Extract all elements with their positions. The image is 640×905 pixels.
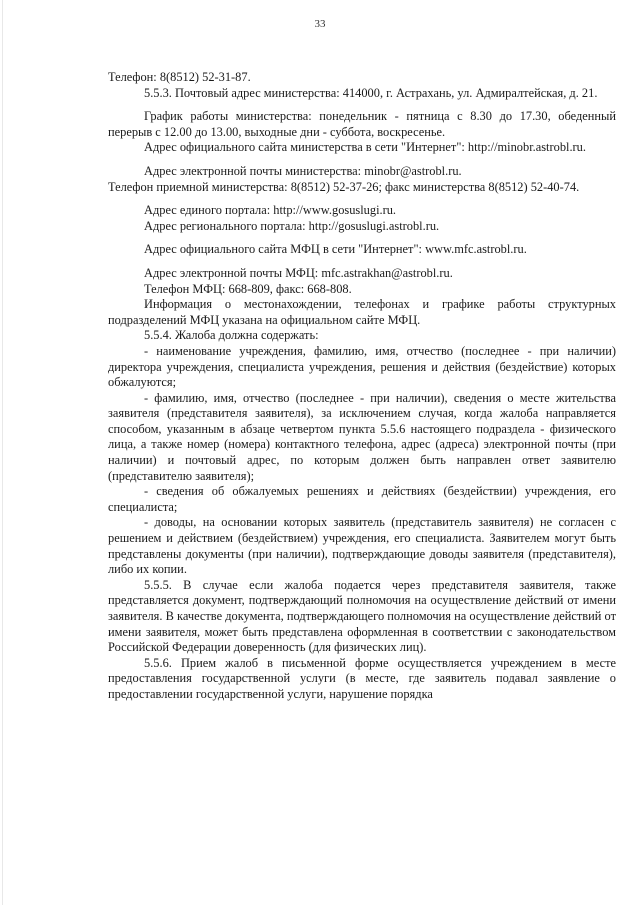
paragraph: Телефон МФЦ: 668-809, факс: 668-808.	[144, 281, 352, 296]
paragraph: Информация о местонахождении, телефонах и графике работы структурных подразделений МФЦ указана на официальном сайте МФЦ.	[108, 297, 616, 327]
paragraph: 5.5.6. Прием жалоб в письменной форме осуществляется учреждением в месте предоставления государственной услуги (в месте, где заявитель подавал заявление о предоставлении государственной услуги, нарушение порядка	[108, 655, 616, 701]
paragraph: - сведения об обжалуемых решениях и действиях (бездействии) учреждения, его специалиста;	[108, 484, 616, 514]
scan-edge-line	[2, 0, 3, 905]
paragraph: 5.5.5. В случае если жалоба подается через представителя заявителя, также представляется документ, подтверждающий полномочия на осуществление действий от имени заявителя. В качестве документа, подтверждающего полномочия на осуществление действий от имени заявителя, может быть представлена оформленная в соответствии с законодательством Российской Федерации доверенность (для физических лиц).	[108, 577, 616, 655]
paragraph: Адрес регионального портала: http://gosuslugi.astrobl.ru.	[144, 218, 440, 233]
paragraph: 5.5.4. Жалоба должна содержать:	[144, 328, 319, 343]
paragraph: График работы министерства: понедельник - пятница с 8.30 до 17.30, обеденный перерыв с 12.00 до 13.00, выходные дни - суббота, воскресенье.	[108, 109, 616, 139]
paragraph: Адрес официального сайта МФЦ в сети "Интернет": www.mfc.astrobl.ru.	[144, 242, 527, 257]
paragraph: Адрес электронной почты МФЦ: mfc.astrakhan@astrobl.ru.	[144, 265, 453, 280]
paragraph: Телефон приемной министерства: 8(8512) 52-37-26; факс министерства 8(8512) 52-40-74.	[108, 179, 580, 194]
paragraph: - наименование учреждения, фамилию, имя, отчество (последнее - при наличии) директора учреждения, специалиста учреждения, решения и действия (бездействие) которых обжалуются;	[108, 343, 616, 390]
paragraph: Адрес официального сайта министерства в сети "Интернет": http://minobr.astrobl.ru.	[144, 140, 586, 155]
paragraph: Адрес единого портала: http://www.gosuslugi.ru.	[144, 203, 397, 218]
paragraph: - фамилию, имя, отчество (последнее - при наличии), сведения о месте жительства заявителя (представителя заявителя), за исключением случая, когда жалоба направляется способом, указанным в абзаце четвертом пункта 5.5.6 настоящего подраздела - физического лица, а также номер (номера) контактного телефона, адрес (адреса) электронной почты (при наличии) и почтовый адрес, по которым должен быть направлен ответ заявителю (представителю заявителя);	[108, 390, 616, 483]
paragraph: Адрес электронной почты министерства: minobr@astrobl.ru.	[144, 163, 462, 178]
paragraph: Телефон: 8(8512) 52-31-87.	[108, 70, 251, 84]
document-body	[108, 70, 616, 703]
paragraph: - доводы, на основании которых заявитель (представитель заявителя) не согласен с решением и действием (бездействием) учреждения, его специалиста. Заявителем могут быть представлены документы (при наличии), подтверждающие доводы заявителя (представителя), либо их копии.	[108, 515, 616, 577]
page-number: 33	[314, 18, 326, 30]
paragraph: 5.5.3. Почтовый адрес министерства: 414000, г. Астрахань, ул. Адмиралтейская, д. 21.	[144, 85, 598, 100]
